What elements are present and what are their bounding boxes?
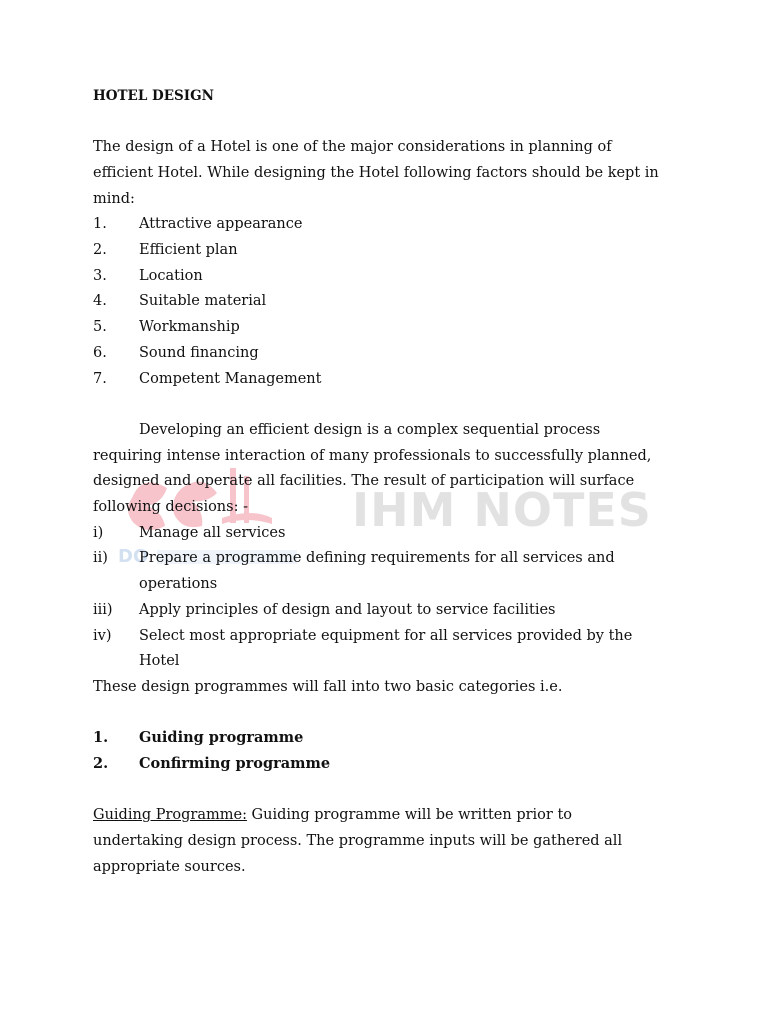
guiding-heading: Guiding Programme: (93, 807, 247, 823)
list-item: Confirming programme (139, 755, 331, 772)
intro-line: The design of a Hotel is one of the major considerations in planning of (93, 139, 612, 155)
list-number: ii) (93, 550, 108, 566)
document-title: HOTEL DESIGN (93, 88, 214, 104)
list-item: Sound financing (139, 345, 259, 361)
list-item: Attractive appearance (139, 216, 303, 232)
list-number: 2. (93, 755, 109, 772)
list-item: Suitable material (139, 293, 267, 309)
intro-line: efficient Hotel. While designing the Hotel following factors should be kept in (93, 165, 659, 181)
guiding-line: undertaking design process. The programme inputs will be gathered all (93, 833, 623, 849)
list-number: 5. (93, 319, 107, 335)
list-item-continuation: operations (139, 576, 218, 592)
list-item: Apply principles of design and layout to service facilities (139, 602, 556, 618)
paragraph-line: Developing an efficient design is a complex sequential process (139, 422, 601, 438)
list-item: Guiding programme (139, 729, 304, 746)
list-number: 4. (93, 293, 107, 309)
guiding-line: appropriate sources. (93, 859, 246, 875)
list-item: Manage all services (139, 525, 286, 541)
list-item: Efficient plan (139, 242, 238, 258)
svg-text:DO: DO (118, 546, 149, 567)
list-number: 7. (93, 371, 107, 387)
list-item: Workmanship (139, 319, 240, 335)
list-number: 1. (93, 216, 107, 232)
list-number: i) (93, 525, 104, 541)
watermark-text: IHM NOTES (352, 483, 652, 537)
list-item-continuation: Hotel (139, 653, 180, 669)
guiding-line (93, 805, 572, 825)
list-item: Location (139, 268, 203, 284)
paragraph-line: following decisions: - (93, 499, 248, 515)
list-number: 3. (93, 268, 107, 284)
categories-intro: These design programmes will fall into two basic categories i.e. (93, 679, 563, 695)
paragraph-line: requiring intense interaction of many professionals to successfully planned, (93, 448, 652, 464)
list-number: 2. (93, 242, 107, 258)
paragraph-line: designed and operate all facilities. The result of participation will surface (93, 473, 635, 489)
list-number: 1. (93, 729, 109, 746)
list-item: Competent Management (139, 371, 322, 387)
intro-line: mind: (93, 191, 135, 207)
list-number: iii) (93, 602, 113, 618)
list-item: Select most appropriate equipment for all services provided by the (139, 628, 633, 644)
guiding-text: Guiding programme will be written prior to (246, 807, 573, 823)
list-item: Prepare a programme defining requirements for all services and (139, 550, 615, 566)
list-number: iv) (93, 628, 112, 644)
list-number: 6. (93, 345, 107, 361)
